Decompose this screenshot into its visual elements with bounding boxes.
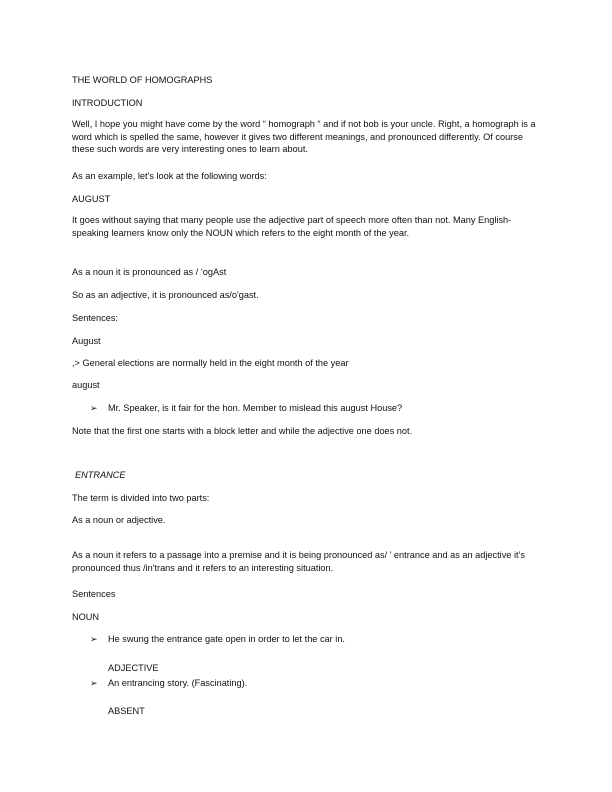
entrance-noun-or-adjective: As a noun or adjective. <box>72 515 166 525</box>
list-item <box>90 633 345 645</box>
entrance-sentences-label: Sentences <box>72 589 116 599</box>
entrance-paragraph: As a noun it refers to a passage into a premise and it is being pronounced as/ ’ entrance and as an adjective it’s pronounced thus /in'trans and it refers to an interesting situation. <box>72 550 526 573</box>
august-note: Note that the first one starts with a block letter and while the adjective one does not. <box>72 426 413 436</box>
list-item <box>90 677 247 689</box>
august-noun-pronunciation: As a noun it is pronounced as / ‘ogAst <box>72 267 227 277</box>
entrance-heading: ENTRANCE <box>75 470 126 480</box>
august-paragraph: It goes without saying that many people use the adjective part of speech more often than not. Many English-speaking learners know only the NOUN which refers to the eight month of the year. <box>72 215 512 238</box>
absent-heading: ABSENT <box>108 706 145 716</box>
document-title: THE WORLD OF HOMOGRAPHS <box>72 75 213 85</box>
august-sentences-label: Sentences: <box>72 313 118 323</box>
august-adjective-sentence: Mr. Speaker, is it fair for the hon. Member to mislead this august House? <box>108 403 403 413</box>
entrance-divided: The term is divided into two parts: <box>72 493 210 503</box>
august-adjective-word: august <box>72 380 100 390</box>
august-heading: AUGUST <box>72 194 111 204</box>
arrow-bullet-icon: ➢ <box>90 634 98 644</box>
introduction-heading: INTRODUCTION <box>72 98 143 108</box>
arrow-bullet-icon: ➢ <box>90 678 98 688</box>
intro-paragraph: Well, I hope you might have come by the word “ homograph “ and if not bob is your uncle. Right, a homograph is a word which is spelled the same, however it gives two different meanings, and pronounced differently. Of course these such words are very interesting ones to learn about. <box>72 119 536 154</box>
august-adjective-pronunciation: So as an adjective, it is pronounced as/o'gast. <box>72 290 259 300</box>
arrow-bullet-icon: ➢ <box>90 403 98 413</box>
entrance-adjective-sentence: An entrancing story. (Fascinating). <box>108 678 248 688</box>
entrance-adjective-label: ADJECTIVE <box>108 663 159 673</box>
august-noun-word: August <box>72 336 101 346</box>
august-noun-sentence: ,> General elections are normally held in the eight month of the year <box>72 358 349 368</box>
entrance-noun-sentence: He swung the entrance gate open in order to let the car in. <box>108 634 345 644</box>
list-item <box>90 402 402 414</box>
entrance-noun-label: NOUN <box>72 612 100 622</box>
example-line: As an example, let's look at the following words: <box>72 171 267 181</box>
